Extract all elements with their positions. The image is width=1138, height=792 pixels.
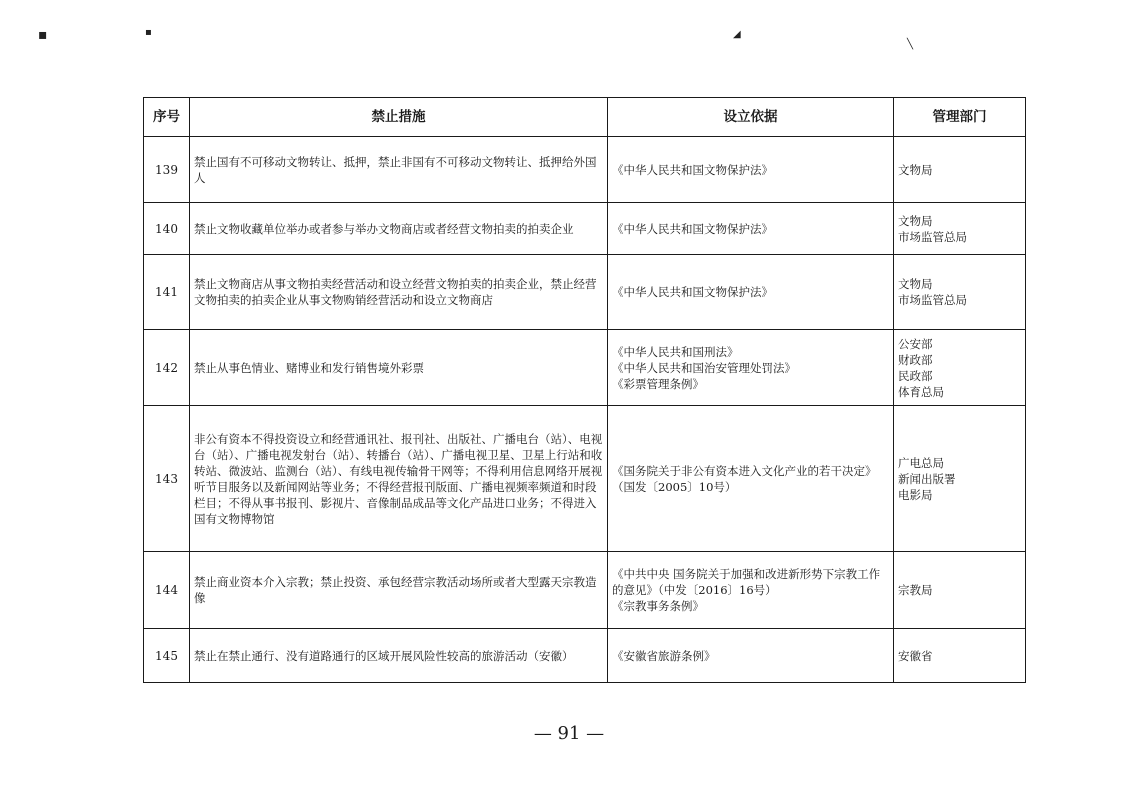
row-measure: 非公有资本不得投资设立和经营通讯社、报刊社、出版社、广播电台（站）、电视台（站）、广播电视发射台（站）、转播台（站）、广播电视卫星、卫星上行站和收转站、微波站、监测台（站）、有线电视传输骨干网等；不得利用信息网络开展视听节目服务以及新闻网站等业务；不得经营报刊版面、广播电视频率频道和时段栏目；不得从事书报刊、影视片、音像制品成品等文化产品进口业务；不得进入国有文物博物馆 [190,406,608,552]
row-number: 143 [144,406,190,552]
table-row [144,552,1026,629]
row-measure: 禁止商业资本介入宗教；禁止投资、承包经营宗教活动场所或者大型露天宗教造像 [190,552,608,629]
row-number: 142 [144,330,190,406]
basis-line: 《宗教事务条例》 [612,599,704,613]
row-dept [894,629,1026,683]
table-header-row [144,98,1026,137]
dept-line: 文物局 [898,277,933,291]
dept-line: 新闻出版署 [898,471,956,486]
row-measure: 禁止国有不可移动文物转让、抵押，禁止非国有不可移动文物转让、抵押给外国人 [190,137,608,203]
dept-line: 安徽省 [898,648,933,663]
row-measure: 禁止文物收藏单位举办或者参与举办文物商店或者经营文物拍卖的拍卖企业 [190,203,608,255]
row-basis [608,330,894,406]
dept-line: 电影局 [898,487,933,502]
basis-line: 《中华人民共和国文物保护法》 [612,221,773,236]
row-basis [608,552,894,629]
row-number: 141 [144,255,190,330]
scan-speck: ╲ [907,39,914,50]
row-measure: 禁止文物商店从事文物拍卖经营活动和设立经营文物拍卖的拍卖企业，禁止经营文物拍卖的拍卖企业从事文物购销经营活动和设立文物商店 [190,255,608,330]
table-row [144,406,1026,552]
row-number: 139 [144,137,190,203]
table-row [144,137,1026,203]
row-basis [608,203,894,255]
row-basis [608,629,894,683]
table-row [144,330,1026,406]
basis-line: 《国务院关于非公有资本进入文化产业的若干决定》（国发〔2005〕10号） [612,463,877,494]
row-dept [894,552,1026,629]
row-measure: 禁止从事色情业、赌博业和发行销售境外彩票 [190,330,608,406]
dept-line: 广电总局 [898,455,944,470]
header-no: 序号 [144,98,190,137]
dept-line: 文物局 [898,162,933,177]
scan-speck: ◢ [733,29,741,40]
row-dept [894,406,1026,552]
basis-line: 《安徽省旅游条例》 [612,648,716,663]
dept-line: 市场监管总局 [898,293,967,307]
row-dept [894,203,1026,255]
dept-line: 财政部 [898,352,933,367]
scan-speck: ▪ [38,27,48,43]
dept-line: 公安部 [898,336,933,351]
header-basis: 设立依据 [608,98,894,137]
table-row [144,629,1026,683]
basis-line: 《中华人民共和国文物保护法》 [612,162,773,177]
row-number: 140 [144,203,190,255]
scan-speck: ▪ [145,27,152,38]
table-row [144,255,1026,330]
header-measure: 禁止措施 [190,98,608,137]
basis-line: 《彩票管理条例》 [612,376,704,391]
row-measure: 禁止在禁止通行、没有道路通行的区域开展风险性较高的旅游活动（安徽） [190,629,608,683]
dept-line: 文物局 [898,213,933,228]
dept-line: 体育总局 [898,384,944,399]
basis-line: 《中华人民共和国治安管理处罚法》 [612,360,796,375]
row-basis [608,137,894,203]
row-number: 144 [144,552,190,629]
row-number: 145 [144,629,190,683]
row-dept [894,330,1026,406]
table-row [144,203,1026,255]
basis-line: 《中华人民共和国文物保护法》 [612,285,773,299]
basis-line: 《中华人民共和国刑法》 [612,344,739,359]
header-dept: 管理部门 [894,98,1026,137]
dept-line: 市场监管总局 [898,229,967,244]
dept-line: 宗教局 [898,583,933,597]
row-basis [608,255,894,330]
dept-line: 民政部 [898,368,933,383]
prohibition-table [143,97,1026,683]
page-number: — 91 — [533,723,605,744]
row-dept [894,137,1026,203]
basis-line: 《中共中央 国务院关于加强和改进新形势下宗教工作的意见》（中发〔2016〕16号） [612,567,881,597]
row-basis [608,406,894,552]
row-dept [894,255,1026,330]
